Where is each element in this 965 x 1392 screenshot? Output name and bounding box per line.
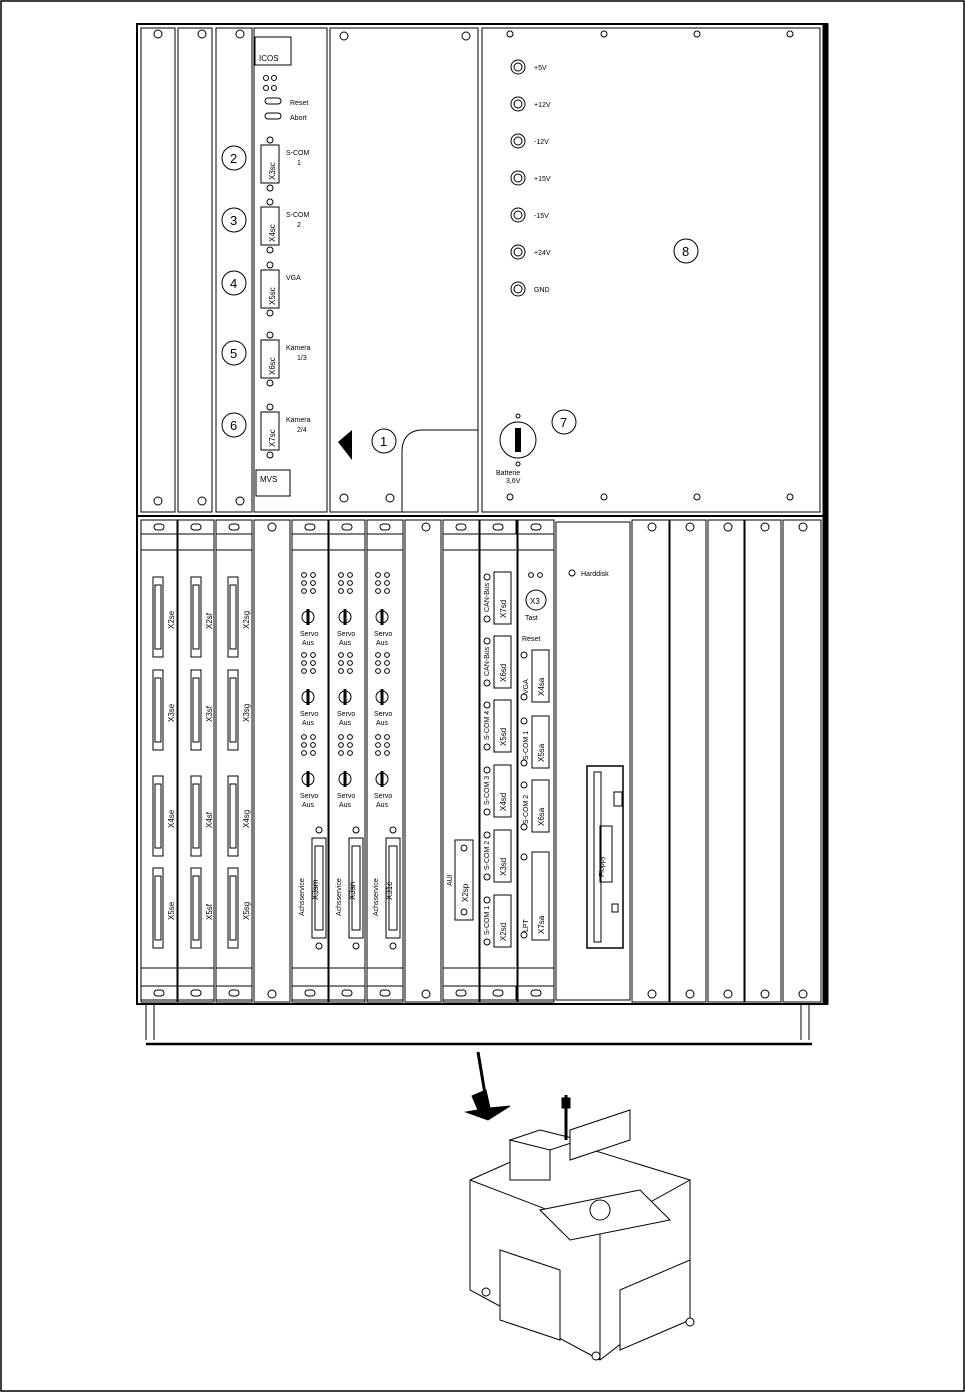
- connector-desc: S-COM 3: [484, 775, 491, 805]
- connector-label: X7sc: [268, 429, 277, 447]
- connector-label: X4sa: [537, 677, 546, 696]
- led: [311, 661, 316, 666]
- card-handle: [178, 520, 214, 534]
- connector-screw: [267, 247, 273, 253]
- battery-dot-top: [516, 414, 520, 418]
- connector-label: X6sc: [268, 357, 277, 375]
- led: [311, 735, 316, 740]
- reset-label: Reset: [290, 100, 309, 107]
- connector-label: X5sc: [268, 287, 277, 305]
- led: [376, 573, 381, 578]
- led: [302, 573, 307, 578]
- screw-small: [484, 574, 490, 580]
- led: [302, 581, 307, 586]
- led: [302, 669, 307, 674]
- voltage-label: -12V: [534, 139, 549, 146]
- connector-label: X5sa: [537, 743, 546, 762]
- card-handle: [443, 986, 479, 1000]
- callout-text: 2: [230, 151, 238, 166]
- card-handle: [518, 520, 554, 534]
- led: [376, 669, 381, 674]
- achs-connector-label: X3sm: [311, 879, 320, 900]
- handle-hole: [342, 990, 352, 996]
- connector-label: X5sf: [205, 903, 214, 920]
- screw-small: [461, 909, 467, 915]
- connector-label: X5se: [167, 901, 176, 920]
- connector-inner: [193, 784, 199, 848]
- testpoint: [511, 208, 525, 222]
- mvs-label: MVS: [260, 475, 278, 484]
- screw: [268, 990, 276, 998]
- handle-hole: [531, 524, 541, 530]
- screw: [648, 990, 656, 998]
- led: [385, 661, 390, 666]
- connector-label: X4sf: [205, 811, 214, 828]
- servo-switch-lever: [344, 689, 347, 705]
- servo-switch-lever: [381, 609, 384, 625]
- connector-desc: S-COM: [286, 150, 310, 157]
- led: [376, 653, 381, 658]
- slot-panel: [216, 520, 252, 1002]
- connector-screw: [267, 452, 273, 458]
- connector-screw: [267, 310, 273, 316]
- handle-hole: [380, 524, 390, 530]
- screw: [268, 523, 276, 531]
- handle-hole: [342, 524, 352, 530]
- led: [385, 735, 390, 740]
- drive-board: [556, 522, 630, 1000]
- card-handle: [216, 986, 252, 1000]
- card-handle: [141, 986, 177, 1000]
- screw-small: [484, 616, 490, 622]
- handle-hole: [229, 990, 239, 996]
- screw-small: [484, 832, 490, 838]
- battery-dot-bottom: [516, 462, 520, 466]
- card-handle: [443, 520, 479, 534]
- connector-inner: [155, 585, 161, 649]
- achs-connector-label: X31c: [385, 881, 394, 900]
- callout-text: 3: [230, 213, 238, 228]
- servo-switch-lever: [381, 771, 384, 787]
- connector-label: X6sd: [499, 663, 508, 682]
- handle-hole: [305, 524, 315, 530]
- servo-label: Servo: [300, 793, 319, 800]
- led: [376, 743, 381, 748]
- screw-small: [484, 638, 490, 644]
- testpoint: [511, 134, 525, 148]
- connector-screw: [267, 380, 273, 386]
- testpoint-inner: [514, 248, 522, 256]
- servo-label: Servo: [337, 631, 356, 638]
- card-handle: [329, 986, 365, 1000]
- connector-screw: [267, 137, 273, 143]
- screw-small: [353, 827, 359, 833]
- connector-screw: [267, 185, 273, 191]
- connector-desc2: 1/3: [297, 355, 307, 362]
- screw-small: [484, 809, 490, 815]
- screw-small: [484, 767, 490, 773]
- connector-inner: [193, 678, 199, 742]
- screw-small: [521, 854, 527, 860]
- screw-small: [484, 702, 490, 708]
- servo-switch-lever: [307, 689, 310, 705]
- slot-panel: [178, 520, 214, 1002]
- achs-label: Achsservice: [373, 878, 380, 916]
- testpoint: [511, 60, 525, 74]
- handle-hole: [154, 524, 164, 530]
- led: [385, 573, 390, 578]
- led: [385, 653, 390, 658]
- servo-label2: Aus: [376, 640, 389, 647]
- led: [348, 573, 353, 578]
- led: [311, 573, 316, 578]
- connector-desc: VGA: [286, 275, 301, 282]
- reset-label: Reset: [522, 636, 541, 643]
- servo-label2: Aus: [302, 802, 315, 809]
- screw-small: [390, 827, 396, 833]
- connector-desc: LPT: [523, 919, 530, 932]
- connector-desc2: 2/4: [297, 427, 307, 434]
- slot-panel: [632, 520, 669, 1002]
- servo-label: Servo: [374, 631, 393, 638]
- led: [339, 735, 344, 740]
- slot-panel: [254, 520, 290, 1002]
- handle-hole: [380, 990, 390, 996]
- screw-small: [316, 943, 322, 949]
- slot-panel: [783, 520, 821, 1002]
- testpoint: [511, 171, 525, 185]
- handle-hole: [531, 990, 541, 996]
- connector-inner: [230, 585, 236, 649]
- screw: [422, 523, 430, 531]
- top-rack: [137, 24, 828, 516]
- led: [339, 581, 344, 586]
- card-handle: [518, 986, 554, 1000]
- connector-inner: [155, 784, 161, 848]
- slot-panel: [141, 520, 177, 1002]
- testpoint-inner: [514, 285, 522, 293]
- achs-label: Achsservice: [299, 878, 306, 916]
- screw: [799, 523, 807, 531]
- testpoint: [511, 97, 525, 111]
- card-handle: [480, 520, 516, 534]
- connector-desc: VGA: [523, 679, 530, 694]
- screw-small: [521, 718, 527, 724]
- slot-panel: [670, 520, 706, 1002]
- voltage-label: GND: [534, 287, 550, 294]
- screw: [686, 523, 694, 531]
- card-handle: [480, 986, 516, 1000]
- slot-panel: [745, 520, 781, 1002]
- screw: [724, 990, 732, 998]
- handle-hole: [456, 524, 466, 530]
- callout-8-text: 8: [682, 244, 690, 259]
- callout-7-text: 7: [560, 415, 568, 430]
- servo-label: Servo: [337, 711, 356, 718]
- screw: [761, 523, 769, 531]
- connector-desc: S-COM 1: [523, 730, 530, 760]
- connector-label: X7sa: [537, 915, 546, 934]
- screw-small: [461, 845, 467, 851]
- callout-text: 4: [230, 276, 238, 291]
- voltage-label: +5V: [534, 65, 547, 72]
- servo-label: Servo: [337, 793, 356, 800]
- screw-small: [484, 680, 490, 686]
- led: [311, 669, 316, 674]
- connector-inner: [230, 876, 236, 940]
- servo-switch-lever: [344, 771, 347, 787]
- led: [302, 735, 307, 740]
- handle-hole: [229, 524, 239, 530]
- card-handle: [178, 986, 214, 1000]
- top-connectors: [222, 137, 311, 458]
- floppy-label: Floppy: [599, 855, 606, 877]
- achs-connector-label: X3sn: [348, 881, 357, 900]
- led: [339, 589, 344, 594]
- led: [348, 669, 353, 674]
- connector-label: X6sa: [537, 807, 546, 826]
- achs-label: Achsservice: [336, 878, 343, 916]
- led: [348, 735, 353, 740]
- aui-connector: [455, 840, 473, 920]
- servo-label2: Aus: [302, 640, 315, 647]
- led: [339, 743, 344, 748]
- testpoint: [511, 282, 525, 296]
- led: [311, 743, 316, 748]
- handle-hole: [191, 990, 201, 996]
- connector-screw: [267, 262, 273, 268]
- screw: [686, 990, 694, 998]
- voltage-testpoints: [511, 60, 551, 296]
- led: [376, 661, 381, 666]
- screw: [422, 990, 430, 998]
- icos-leds: [264, 76, 282, 120]
- connector-inner: [155, 678, 161, 742]
- connector-desc: S-COM 2: [484, 840, 491, 870]
- testpoint: [511, 245, 525, 259]
- aui-connector-label: X2sp: [461, 883, 470, 902]
- connector-label: X3sg: [242, 703, 251, 722]
- connector-label: X4sg: [242, 809, 251, 828]
- connector-inner: [155, 876, 161, 940]
- handle-hole: [493, 990, 503, 996]
- connector-desc: CAN-Bus: [484, 582, 491, 612]
- card-handle: [141, 520, 177, 534]
- led: [348, 653, 353, 658]
- servo-label2: Aus: [339, 640, 352, 647]
- servo-switch-lever: [307, 771, 310, 787]
- connector-screw: [267, 199, 273, 205]
- arrow-icon: [338, 430, 352, 460]
- abort-label: Abort: [290, 115, 307, 122]
- connector-desc: S-COM 4: [484, 710, 491, 740]
- battery-value: 3,6V: [506, 478, 521, 485]
- connector-label: X2sf: [205, 612, 214, 629]
- screw: [761, 990, 769, 998]
- callout-text: 6: [230, 418, 238, 433]
- handle-hole: [191, 524, 201, 530]
- connector-desc: Kamera: [286, 345, 311, 352]
- led: [385, 581, 390, 586]
- card-handle: [367, 520, 403, 534]
- connector-label: X3se: [167, 703, 176, 722]
- handle-hole: [456, 990, 466, 996]
- voltage-label: +15V: [534, 176, 551, 183]
- slot-panel: [405, 520, 441, 1002]
- connector-label: X3sc: [268, 162, 277, 180]
- led: [376, 751, 381, 756]
- led: [376, 735, 381, 740]
- screw-small: [521, 782, 527, 788]
- led: [339, 669, 344, 674]
- voltage-label: +24V: [534, 250, 551, 257]
- led: [348, 751, 353, 756]
- testpoint-inner: [514, 174, 522, 182]
- connector-screw: [267, 404, 273, 410]
- led: [348, 743, 353, 748]
- led: [538, 573, 543, 578]
- screw-small: [484, 939, 490, 945]
- led: [376, 589, 381, 594]
- testpoint-inner: [514, 137, 522, 145]
- led: [302, 589, 307, 594]
- card-handle: [292, 520, 328, 534]
- screw-small: [521, 652, 527, 658]
- bottom-rack: [137, 516, 828, 1044]
- connector-desc: Kamera: [286, 417, 311, 424]
- callout-text: 5: [230, 346, 238, 361]
- voltage-label: -15V: [534, 213, 549, 220]
- servo-label: Servo: [300, 711, 319, 718]
- slot-panel: [708, 520, 744, 1002]
- placement-machine-illustration: [466, 1052, 694, 1360]
- connector-desc: S-COM 1: [484, 905, 491, 935]
- screw: [724, 523, 732, 531]
- led: [529, 573, 534, 578]
- screw: [648, 523, 656, 531]
- led: [311, 653, 316, 658]
- led: [385, 743, 390, 748]
- screw-small: [484, 874, 490, 880]
- top-screws: [154, 30, 793, 505]
- led: [348, 661, 353, 666]
- led: [311, 751, 316, 756]
- screw: [799, 990, 807, 998]
- connector-desc: S-COM 2: [523, 794, 530, 824]
- connector-label: X3sf: [205, 705, 214, 722]
- connector-label: X4sc: [268, 224, 277, 242]
- screw-small: [484, 744, 490, 750]
- x3-label: X3: [530, 597, 540, 606]
- led: [348, 581, 353, 586]
- servo-label: Servo: [374, 711, 393, 718]
- tast-label: Tast: [525, 615, 538, 622]
- servo-label: Servo: [300, 631, 319, 638]
- slot-panel: [443, 520, 479, 1002]
- led: [339, 653, 344, 658]
- card-handle: [367, 986, 403, 1000]
- connector-label: X7sd: [499, 599, 508, 618]
- connector-label: X4se: [167, 809, 176, 828]
- connector-inner: [193, 876, 199, 940]
- led: [302, 751, 307, 756]
- callout-1-text: 1: [380, 434, 388, 449]
- led: [339, 751, 344, 756]
- card-handle: [329, 520, 365, 534]
- connector-inner: [230, 678, 236, 742]
- testpoint-inner: [514, 211, 522, 219]
- battery-slot: [515, 428, 521, 452]
- screw-small: [353, 943, 359, 949]
- testpoint-inner: [514, 100, 522, 108]
- screw-small: [316, 827, 322, 833]
- led: [385, 751, 390, 756]
- connector-label: X5sg: [242, 901, 251, 920]
- led: [348, 589, 353, 594]
- servo-label: Servo: [374, 793, 393, 800]
- servo-label2: Aus: [376, 802, 389, 809]
- connector-label: X3sd: [499, 857, 508, 876]
- connector-label: X5sd: [499, 727, 508, 746]
- led: [339, 573, 344, 578]
- screw-small: [390, 943, 396, 949]
- servo-switch-lever: [381, 689, 384, 705]
- connector-desc2: 1: [297, 160, 301, 167]
- icos-label: ICOS: [259, 54, 279, 63]
- harddisk-label: Harddisk: [581, 571, 609, 578]
- connector-label: X2se: [167, 610, 176, 629]
- card-handle: [292, 986, 328, 1000]
- servo-label2: Aus: [302, 720, 315, 727]
- led: [339, 661, 344, 666]
- servo-switch-lever: [344, 609, 347, 625]
- connector-desc: CAN-Bus: [484, 646, 491, 676]
- connector-label: X2sd: [499, 922, 508, 941]
- connector-label: X2sg: [242, 610, 251, 629]
- connector-desc: S-COM: [286, 212, 310, 219]
- servo-switch-lever: [307, 609, 310, 625]
- testpoint-inner: [514, 63, 522, 71]
- bottom-slots: [141, 520, 821, 1002]
- screw-small: [484, 897, 490, 903]
- led: [385, 669, 390, 674]
- connector-label: X4sd: [499, 792, 508, 811]
- connector-desc2: 2: [297, 222, 301, 229]
- led: [311, 589, 316, 594]
- led: [302, 653, 307, 658]
- battery-label: Batterie: [496, 470, 521, 477]
- connector-inner: [230, 784, 236, 848]
- servo-label2: Aus: [339, 802, 352, 809]
- led: [376, 581, 381, 586]
- led: [302, 661, 307, 666]
- led: [385, 589, 390, 594]
- led: [302, 743, 307, 748]
- handle-hole: [493, 524, 503, 530]
- servo-label2: Aus: [376, 720, 389, 727]
- handle-hole: [305, 990, 315, 996]
- led: [311, 581, 316, 586]
- aui-label: AUI: [447, 874, 454, 886]
- handle-hole: [154, 990, 164, 996]
- card-handle: [216, 520, 252, 534]
- servo-label2: Aus: [339, 720, 352, 727]
- connector-inner: [193, 585, 199, 649]
- connector-screw: [267, 332, 273, 338]
- voltage-label: +12V: [534, 102, 551, 109]
